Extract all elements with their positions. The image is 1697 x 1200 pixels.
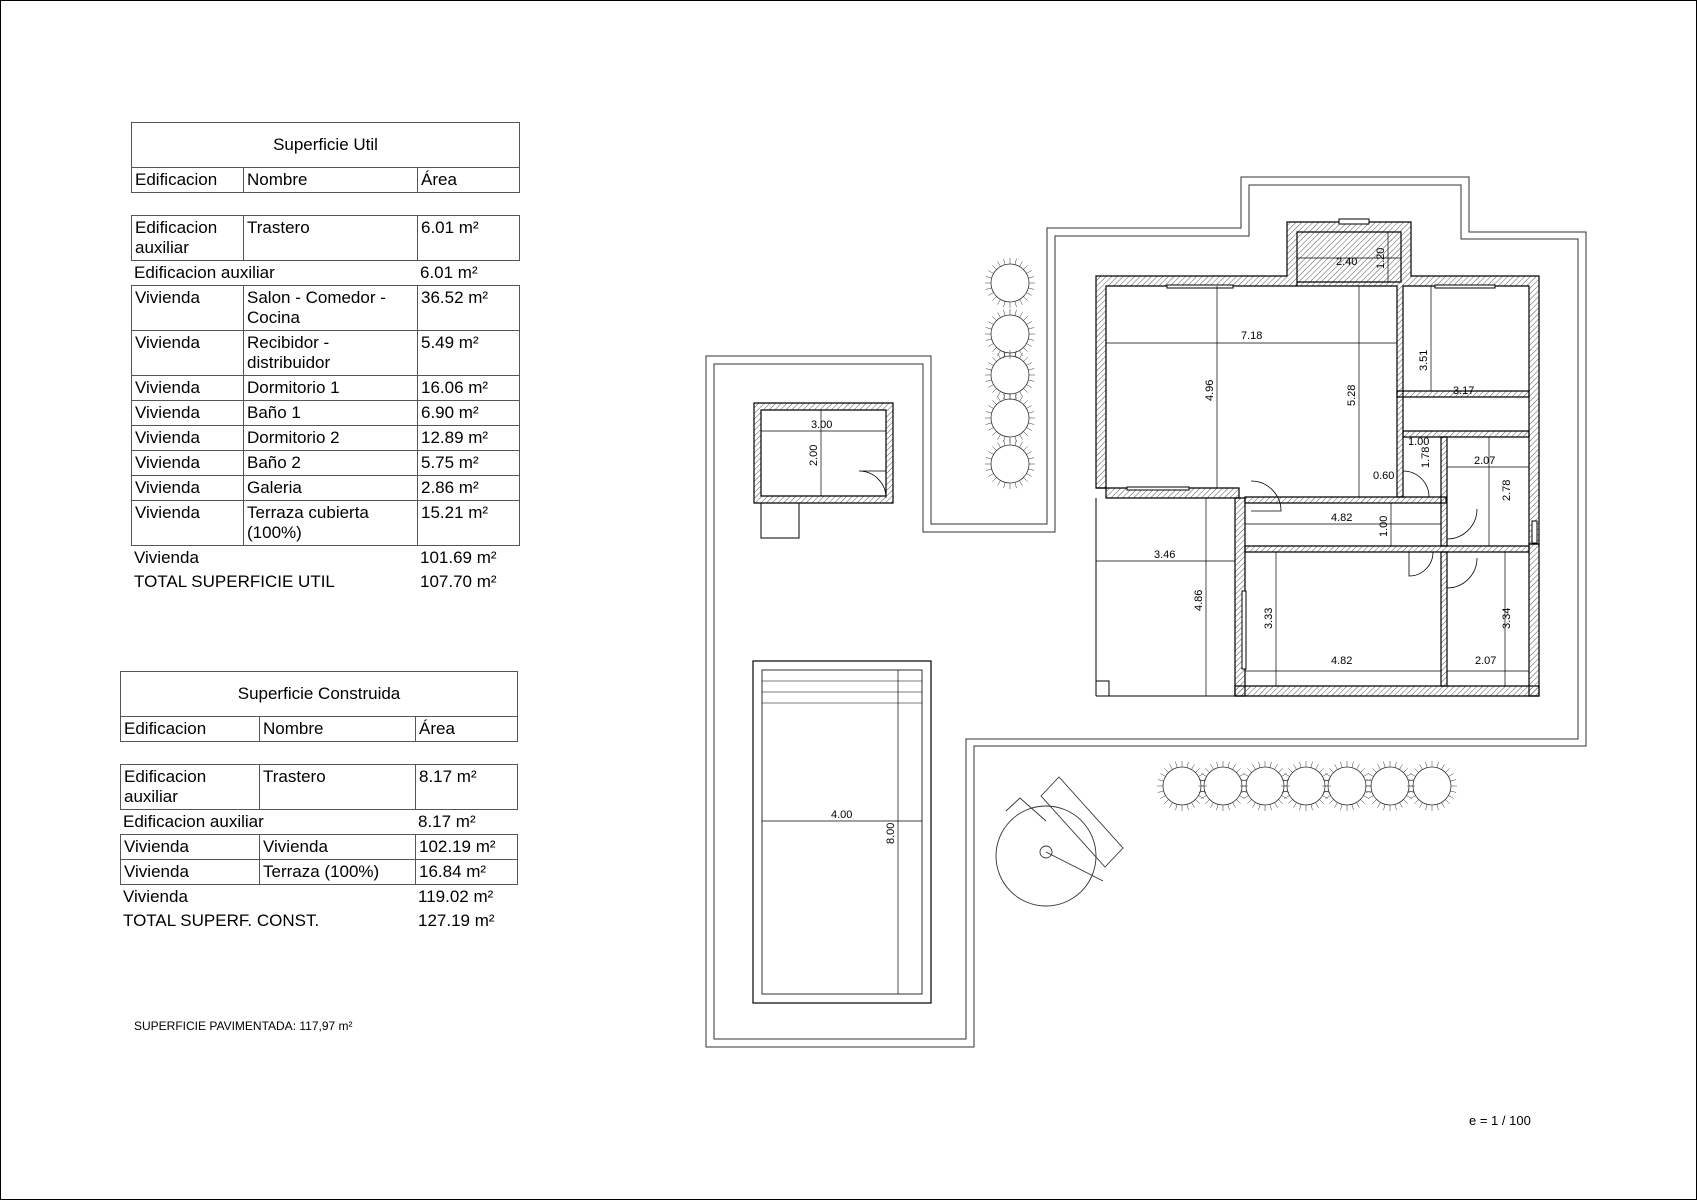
storage-step	[761, 503, 799, 538]
plot-outline	[706, 177, 1586, 1047]
tree-icon	[985, 393, 1035, 443]
dim-terraza-h: 4.86	[1193, 589, 1205, 611]
dim-salon-h2: 5.28	[1346, 384, 1358, 406]
subtotal-area: 119.02 m²	[418, 887, 494, 906]
dim-galeria-h: 1.20	[1375, 247, 1387, 269]
dim-dist-w: 4.82	[1331, 512, 1353, 524]
swimming-pool	[753, 661, 931, 1003]
cell-area: 6.01 m²	[421, 218, 479, 237]
cell-edificacion: Vivienda	[121, 835, 260, 859]
dim-dorm1-w: 3.17	[1453, 385, 1475, 397]
cell-edificacion: Edificacion auxiliar	[132, 216, 244, 260]
cell-nombre: Vivienda	[260, 835, 416, 859]
subtotal-area: 101.69 m²	[420, 548, 497, 567]
cell-nombre: Trastero	[244, 216, 418, 260]
subtotal-label: Edificacion auxiliar	[123, 812, 264, 831]
cell-nombre: Terraza (100%)	[260, 860, 416, 884]
cell-area: 6.90 m²	[421, 403, 479, 422]
cell-area: 8.17 m²	[419, 767, 477, 786]
cell-nombre: Terraza cubierta (100%)	[244, 501, 418, 545]
cell-edificacion: Edificacion auxiliar	[121, 765, 260, 809]
total-area: 107.70 m²	[420, 572, 497, 591]
subtotal-area: 8.17 m²	[418, 812, 476, 831]
cell-nombre: Dormitorio 1	[244, 376, 418, 400]
cell-nombre: Trastero	[260, 765, 416, 809]
dim-bano1-w: 2.07	[1474, 455, 1496, 467]
cell-nombre: Recibidor - distribuidor	[244, 331, 418, 375]
parasol-icon	[996, 777, 1123, 906]
subtotal-label: Edificacion auxiliar	[134, 263, 275, 282]
cell-area: 15.21 m²	[421, 503, 489, 522]
cell-area: 16.06 m²	[421, 378, 489, 397]
total-label: TOTAL SUPERF. CONST.	[123, 911, 320, 930]
column-header: Edificacion	[121, 717, 260, 741]
column-header: Nombre	[244, 168, 418, 192]
cell-edificacion: Vivienda	[132, 451, 244, 475]
dim-bano1-h: 2.78	[1501, 479, 1513, 501]
dim-pasillo-b: 0.60	[1373, 470, 1395, 482]
dim-pasillo-a: 1.00	[1408, 436, 1430, 448]
cell-area: 102.19 m²	[419, 837, 496, 856]
dim-terraza-w: 3.46	[1154, 549, 1176, 561]
subtotal-label: Vivienda	[134, 548, 199, 567]
dim-galeria-w: 2.40	[1336, 256, 1358, 268]
cell-area: 2.86 m²	[421, 478, 479, 497]
dim-pool-w: 4.00	[831, 809, 853, 821]
dim-pool-l: 8.00	[885, 822, 897, 844]
table-title: Superficie Util	[131, 122, 520, 167]
tree-icon	[985, 258, 1035, 308]
covered-terrace	[1096, 498, 1235, 696]
cell-area: 5.49 m²	[421, 333, 479, 352]
dim-trastero-h: 2.00	[808, 444, 820, 466]
cell-edificacion: Vivienda	[132, 286, 244, 330]
column-header: Edificacion	[132, 168, 244, 192]
dim-dorm2-w: 4.82	[1331, 655, 1353, 667]
dim-dorm2-h: 3.33	[1263, 607, 1275, 629]
cell-edificacion: Vivienda	[132, 401, 244, 425]
cell-edificacion: Vivienda	[132, 476, 244, 500]
dim-pasillo-c: 1.78	[1420, 446, 1432, 468]
cell-area: 12.89 m²	[421, 428, 489, 447]
cell-edificacion: Vivienda	[121, 860, 260, 884]
cell-nombre: Baño 2	[244, 451, 418, 475]
dim-trastero-w: 3.00	[811, 419, 833, 431]
dim-salon-w: 7.18	[1241, 330, 1263, 342]
cell-edificacion: Vivienda	[132, 331, 244, 375]
cell-area: 5.75 m²	[421, 453, 479, 472]
cell-nombre: Dormitorio 2	[244, 426, 418, 450]
cell-area: 36.52 m²	[421, 288, 489, 307]
cell-edificacion: Vivienda	[132, 376, 244, 400]
column-header: Área	[421, 170, 457, 189]
table-title: Superficie Construida	[120, 671, 518, 716]
cell-nombre: Salon - Comedor - Cocina	[244, 286, 418, 330]
scale-label: e = 1 / 100	[1469, 1113, 1531, 1128]
dim-dist-h: 1.00	[1378, 515, 1390, 537]
subtotal-area: 6.01 m²	[420, 263, 478, 282]
column-header: Nombre	[260, 717, 416, 741]
total-area: 127.19 m²	[418, 911, 495, 930]
dim-dorm1-h: 3.51	[1418, 349, 1430, 371]
floor-plan-drawing	[1, 1, 1696, 1199]
cell-edificacion: Vivienda	[132, 426, 244, 450]
dim-bano2-h: 3.34	[1501, 607, 1513, 629]
cell-edificacion: Vivienda	[132, 501, 244, 545]
paved-surface-note: SUPERFICIE PAVIMENTADA: 117,97 m²	[134, 1019, 353, 1033]
total-label: TOTAL SUPERFICIE UTIL	[134, 572, 335, 591]
column-header: Área	[419, 719, 455, 738]
cell-nombre: Baño 1	[244, 401, 418, 425]
cell-area: 16.84 m²	[419, 862, 487, 881]
dim-salon-h: 4.96	[1204, 379, 1216, 401]
cell-nombre: Galeria	[244, 476, 418, 500]
house-walls	[1096, 222, 1539, 696]
subtotal-label: Vivienda	[123, 887, 188, 906]
dim-bano2-w: 2.07	[1475, 655, 1497, 667]
dimension-lines	[761, 232, 1529, 994]
tree-icon	[985, 439, 1035, 489]
storage-building	[754, 403, 893, 503]
